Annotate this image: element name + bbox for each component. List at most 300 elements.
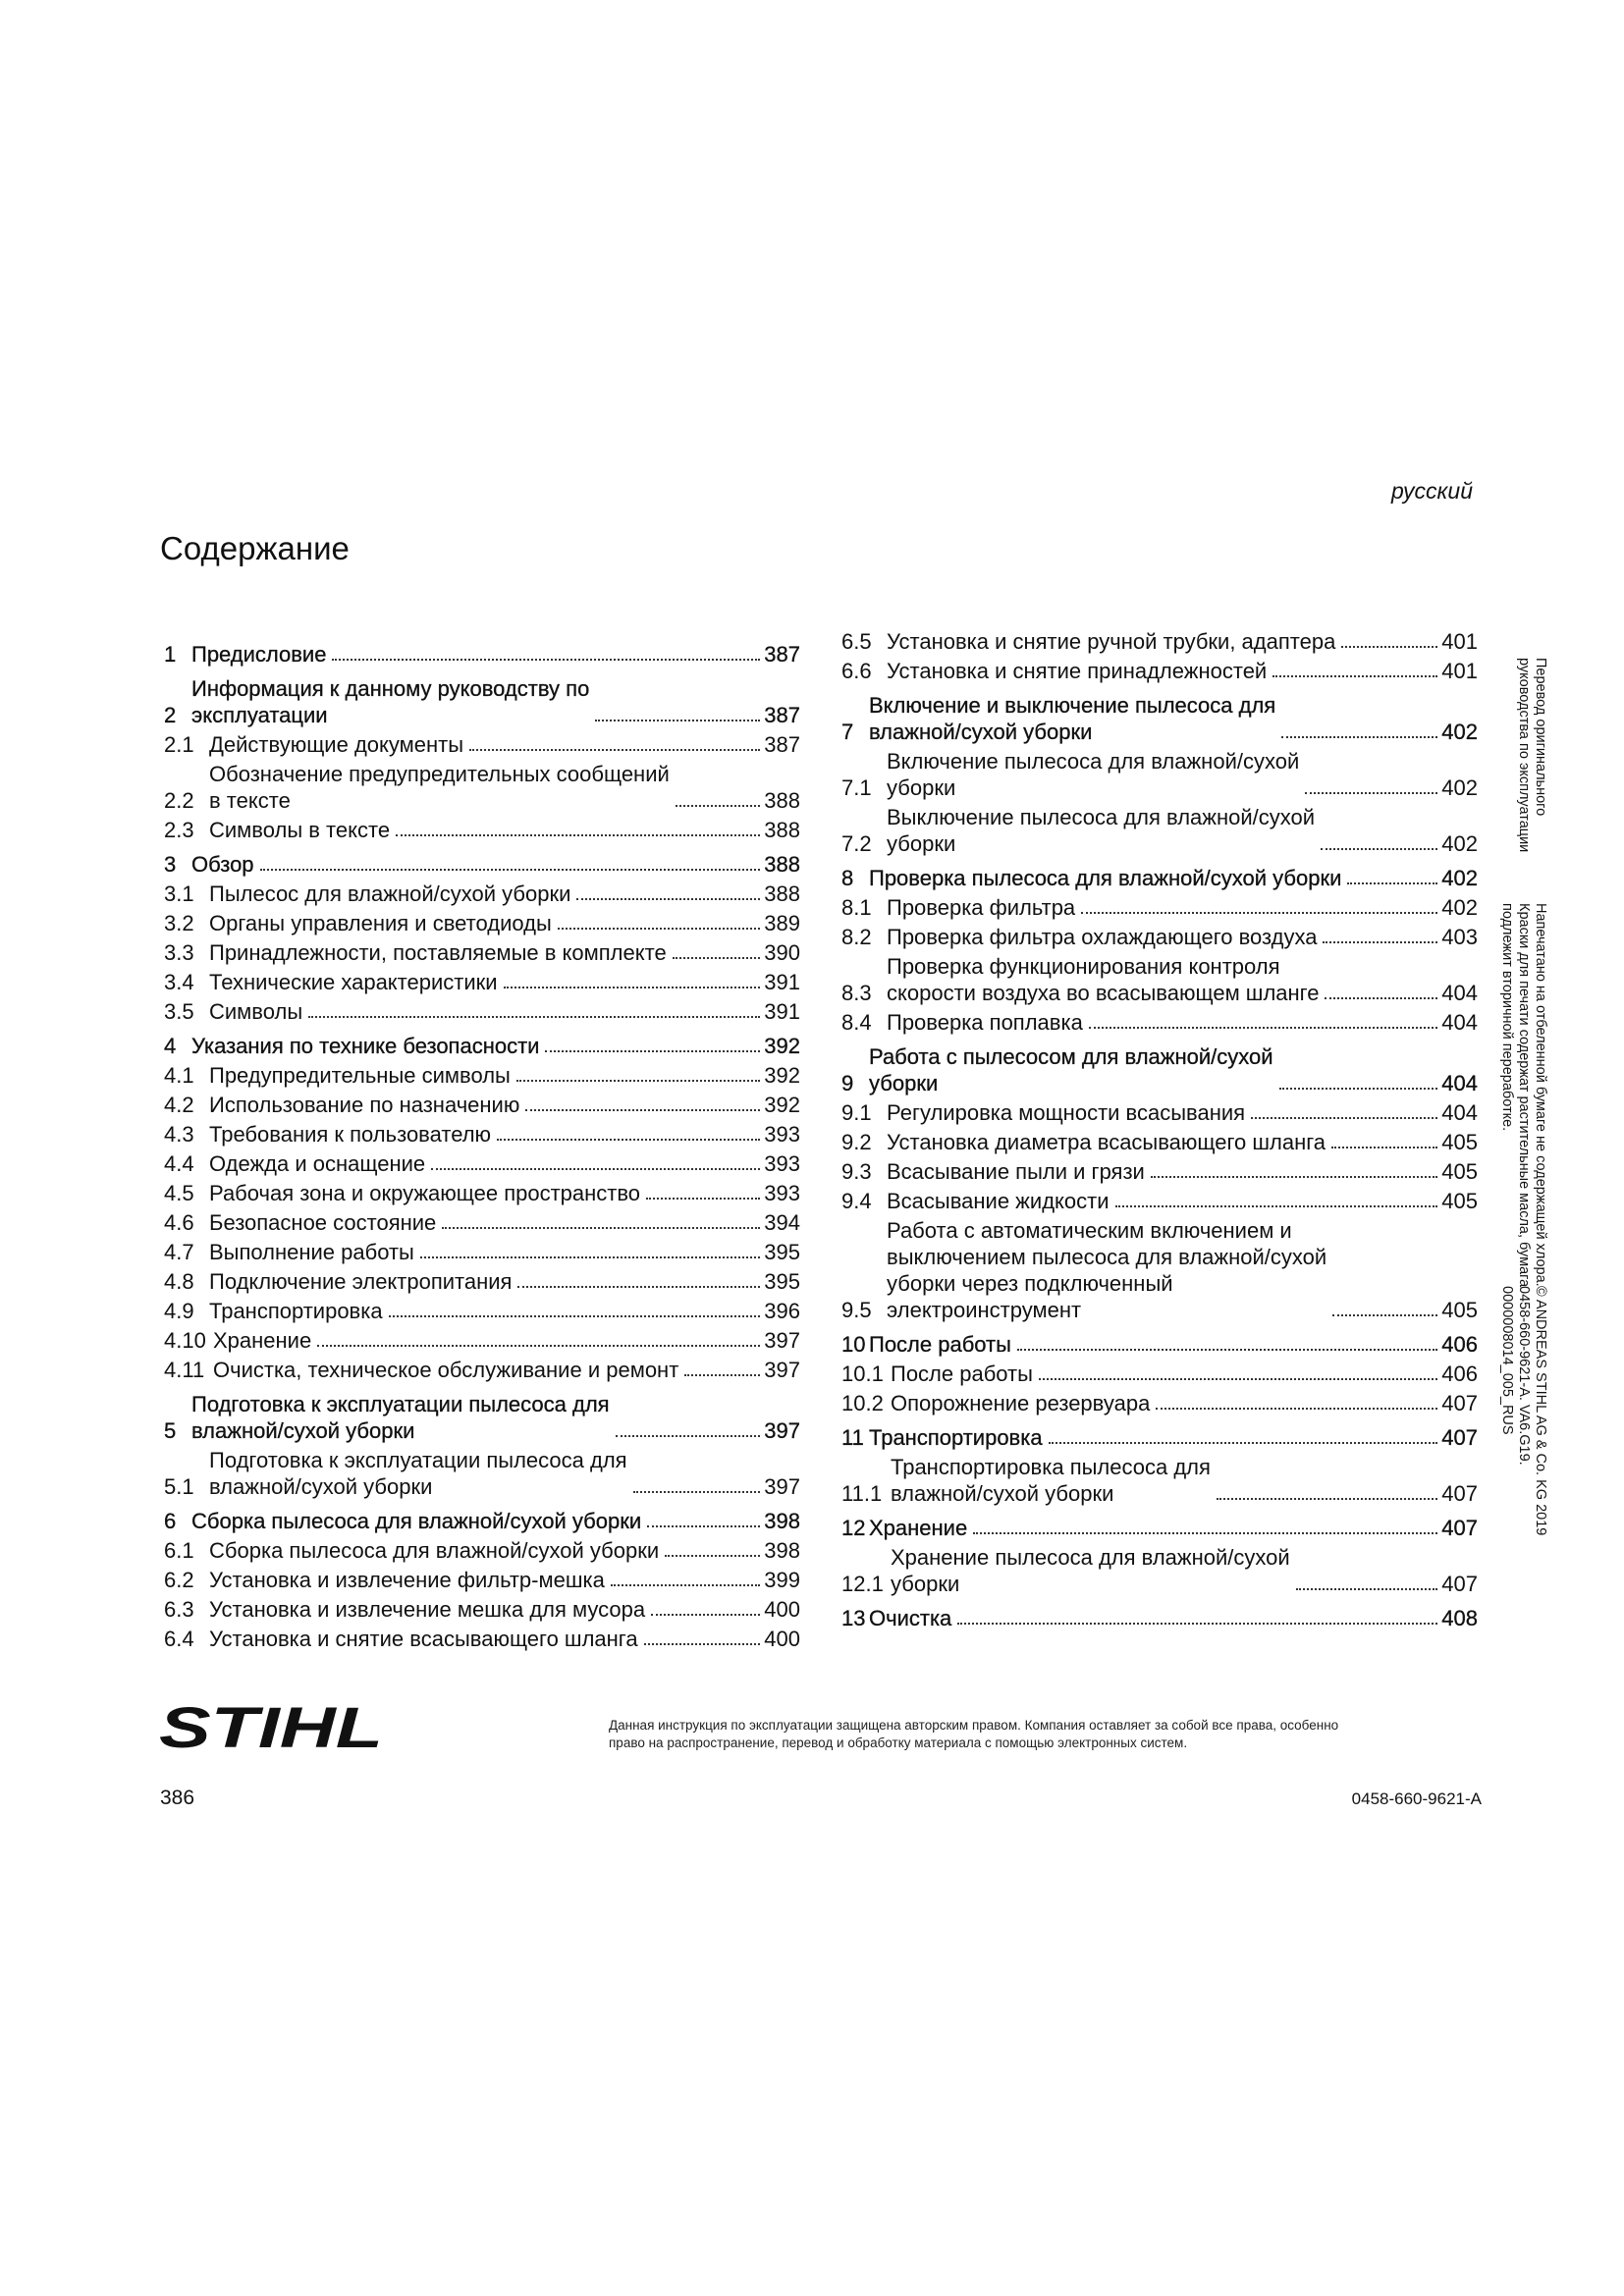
toc-entry-title-line: влажной/сухой уборки bbox=[891, 1481, 1114, 1506]
toc-entry-number: 6.4 bbox=[164, 1627, 194, 1651]
toc-entry-title-line: Установка и снятие ручной трубки, адаптера bbox=[887, 629, 1336, 654]
toc-entry-title bbox=[209, 1150, 425, 1177]
toc-leader-dots bbox=[665, 1555, 760, 1557]
toc-entry-page: 407 bbox=[1441, 1425, 1478, 1450]
toc-entry bbox=[841, 628, 1478, 655]
toc-entry bbox=[164, 675, 800, 728]
toc-entry bbox=[164, 641, 800, 667]
toc-entry-page: 404 bbox=[1441, 981, 1478, 1005]
toc-entry-title bbox=[887, 1217, 1326, 1323]
toc-leader-dots bbox=[1325, 997, 1437, 999]
toc-leader-dots bbox=[616, 1435, 761, 1437]
toc-entry bbox=[841, 1605, 1478, 1631]
toc-entry-number: 6.6 bbox=[841, 659, 872, 683]
toc-entry-title-line: Выполнение работы bbox=[209, 1240, 414, 1264]
toc-entry-page: 392 bbox=[764, 1034, 800, 1058]
toc-entry-title-line: Хранение bbox=[213, 1328, 312, 1353]
toc-entry-page: 387 bbox=[764, 703, 800, 727]
toc-entry-title bbox=[887, 1188, 1110, 1214]
toc-entry-title-line: Предупредительные символы bbox=[209, 1063, 511, 1088]
toc-entry-page: 393 bbox=[764, 1151, 800, 1176]
toc-entry-title-line: Работа с пылесосом для влажной/сухой bbox=[869, 1044, 1273, 1069]
toc-entry bbox=[841, 1009, 1478, 1036]
toc-entry bbox=[841, 1424, 1478, 1451]
toc-entry bbox=[164, 881, 800, 907]
toc-entry bbox=[164, 817, 800, 843]
toc-leader-dots bbox=[1279, 1088, 1438, 1090]
toc-entry-title-line: После работы bbox=[891, 1362, 1033, 1386]
toc-entry bbox=[841, 1043, 1478, 1096]
toc-entry-number: 11.1 bbox=[841, 1481, 883, 1506]
toc-entry-title bbox=[209, 1447, 627, 1500]
toc-entry bbox=[164, 1596, 800, 1623]
toc-entry-title bbox=[209, 910, 552, 936]
toc-entry-title bbox=[209, 1062, 511, 1089]
toc-entry-title-line: Проверка пылесоса для влажной/сухой уборки bbox=[869, 866, 1342, 890]
toc-entry-number: 2.1 bbox=[164, 732, 194, 757]
toc-entry-title-line: Информация к данному руководству по bbox=[191, 676, 590, 701]
toc-leader-dots bbox=[516, 1080, 760, 1082]
toc-entry-number: 6 bbox=[164, 1509, 177, 1533]
toc-entry-page: 402 bbox=[1441, 775, 1478, 800]
toc-entry-title-line: Установка диаметра всасывающего шланга bbox=[887, 1130, 1326, 1154]
toc-leader-dots bbox=[1341, 646, 1437, 648]
toc-entry-page: 395 bbox=[764, 1269, 800, 1294]
toc-entry-title-line: Предисловие bbox=[191, 642, 327, 667]
toc-leader-dots bbox=[1081, 912, 1437, 914]
toc-entry-number: 4.5 bbox=[164, 1181, 194, 1205]
toc-entry-number: 9.5 bbox=[841, 1298, 872, 1322]
toc-entry-page: 388 bbox=[764, 818, 800, 842]
toc-entry-page: 399 bbox=[764, 1568, 800, 1592]
toc-leader-dots bbox=[517, 1286, 760, 1288]
toc-entry bbox=[164, 761, 800, 814]
toc-leader-dots bbox=[332, 659, 760, 661]
toc-entry-page: 400 bbox=[764, 1627, 800, 1651]
toc-entry-number: 9.2 bbox=[841, 1130, 872, 1154]
toc-entry-title-line: Символы в тексте bbox=[209, 818, 391, 842]
toc-entry bbox=[164, 1033, 800, 1059]
toc-entry-number: 8.4 bbox=[841, 1010, 872, 1035]
toc-leader-dots bbox=[1251, 1117, 1437, 1119]
toc-entry-number: 8 bbox=[841, 866, 854, 890]
toc-entry bbox=[164, 1180, 800, 1206]
toc-entry-title-line: Подготовка к эксплуатации пылесоса для bbox=[209, 1448, 627, 1472]
toc-entry-page: 405 bbox=[1441, 1189, 1478, 1213]
toc-leader-dots bbox=[644, 1643, 761, 1645]
toc-entry bbox=[164, 1121, 800, 1148]
toc-entry-page: 393 bbox=[764, 1122, 800, 1147]
toc-entry-title bbox=[209, 731, 463, 758]
toc-entry-number: 3.3 bbox=[164, 940, 194, 965]
toc-entry-title-line: Обзор bbox=[191, 852, 254, 877]
toc-entry-number: 7 bbox=[841, 720, 854, 744]
toc-entry-title bbox=[209, 1596, 645, 1623]
toc-entry-page: 395 bbox=[764, 1240, 800, 1264]
language-label: русский bbox=[1391, 478, 1473, 504]
side-note-line: подлежит вторичной переработке. bbox=[1499, 903, 1515, 1132]
toc-entry bbox=[841, 1454, 1478, 1507]
toc-leader-dots bbox=[504, 987, 761, 988]
toc-leader-dots bbox=[676, 805, 761, 807]
toc-entry-page: 404 bbox=[1441, 1100, 1478, 1125]
copyright-notice bbox=[609, 1717, 1338, 1752]
toc-entry-number: 3 bbox=[164, 852, 177, 877]
toc-entry bbox=[841, 1361, 1478, 1387]
toc-entry-title-line: Опорожнение резервуара bbox=[891, 1391, 1151, 1415]
toc-entry-title bbox=[887, 1009, 1083, 1036]
side-note-line: © ANDREAS STIHL AG & Co. KG 2019 bbox=[1533, 1286, 1548, 1536]
toc-entry bbox=[841, 894, 1478, 921]
toc-leader-dots bbox=[497, 1139, 760, 1141]
side-notes bbox=[1489, 658, 1548, 1536]
toc-leader-dots bbox=[442, 1227, 760, 1229]
toc-entry-title-line: уборки bbox=[891, 1572, 960, 1596]
toc-entry-title bbox=[887, 658, 1267, 684]
toc-entry-page: 398 bbox=[764, 1538, 800, 1563]
toc-leader-dots bbox=[1217, 1498, 1437, 1500]
toc-entry-title-line: Включение пылесоса для влажной/сухой bbox=[887, 749, 1300, 774]
toc-entry bbox=[164, 851, 800, 878]
toc-entry-page: 397 bbox=[764, 1358, 800, 1382]
side-note-paper bbox=[1498, 903, 1548, 1287]
toc-entry-page: 402 bbox=[1441, 720, 1478, 744]
toc-entry-title-line: Подключение электропитания bbox=[209, 1269, 513, 1294]
toc-entry-title-line: эксплуатации bbox=[191, 703, 328, 727]
toc-entry-number: 8.2 bbox=[841, 925, 872, 949]
toc-entry-page: 398 bbox=[764, 1509, 800, 1533]
toc-entry bbox=[164, 1626, 800, 1652]
toc-entry-number: 3.4 bbox=[164, 970, 194, 994]
toc-entry-number: 2.3 bbox=[164, 818, 194, 842]
toc-leader-dots bbox=[396, 834, 760, 836]
toc-entry-page: 388 bbox=[764, 852, 800, 877]
toc-entry-title bbox=[887, 894, 1075, 921]
toc-entry-number: 10.2 bbox=[841, 1391, 884, 1415]
toc-entry-page: 405 bbox=[1441, 1130, 1478, 1154]
side-note-line: 0458-660-9621-A. VA6.G19. bbox=[1516, 1286, 1532, 1466]
toc-entry bbox=[164, 1209, 800, 1236]
toc-entry-title bbox=[891, 1544, 1290, 1597]
toc-entry-title bbox=[887, 953, 1319, 1006]
toc-entry-title bbox=[209, 1298, 383, 1324]
toc-entry bbox=[841, 748, 1478, 801]
toc-entry bbox=[164, 1298, 800, 1324]
toc-entry-number: 4.6 bbox=[164, 1210, 194, 1235]
toc-entry-number: 4.10 bbox=[164, 1328, 206, 1353]
toc-entry-page: 397 bbox=[764, 1328, 800, 1353]
toc-entry-page: 401 bbox=[1441, 659, 1478, 683]
toc-entry-page: 391 bbox=[764, 970, 800, 994]
toc-entry-page: 397 bbox=[764, 1418, 800, 1443]
toc-entry-number: 6.5 bbox=[841, 629, 872, 654]
toc-entry-title-line: Требования к пользователю bbox=[209, 1122, 492, 1147]
toc-entry-title bbox=[191, 675, 589, 728]
toc-entry-page: 389 bbox=[764, 911, 800, 935]
toc-entry-title bbox=[891, 1454, 1211, 1507]
toc-entry-page: 403 bbox=[1441, 925, 1478, 949]
toc-entry-title bbox=[887, 1099, 1245, 1126]
side-note-line: Напечатано на отбеленной бумаге не содержащей хлора. bbox=[1533, 903, 1548, 1287]
side-note-line: руководства по эксплуатации bbox=[1516, 658, 1532, 853]
toc-entry-title-line: Установка и снятие принадлежностей bbox=[887, 659, 1268, 683]
toc-entry-title bbox=[887, 1129, 1326, 1155]
toc-entry-number: 8.3 bbox=[841, 981, 872, 1005]
toc-entry-page: 402 bbox=[1441, 895, 1478, 920]
toc-entry-number: 4.1 bbox=[164, 1063, 194, 1088]
stihl-logo-image bbox=[157, 1698, 388, 1757]
toc-entry-title bbox=[209, 939, 667, 966]
toc-leader-dots bbox=[1347, 882, 1437, 884]
toc-leader-dots bbox=[545, 1050, 760, 1052]
toc-entry-title-line: влажной/сухой уборки bbox=[869, 720, 1093, 744]
toc-leader-dots bbox=[651, 1614, 760, 1616]
toc-entry-title-line: Обозначение предупредительных сообщений bbox=[209, 762, 670, 786]
toc-entry-title bbox=[209, 1121, 491, 1148]
toc-leader-dots bbox=[1089, 1027, 1437, 1029]
toc-entry-title-line: Технические характеристики bbox=[209, 970, 498, 994]
toc-right-column bbox=[841, 628, 1478, 1631]
toc-entry-number: 13 bbox=[841, 1606, 866, 1630]
toc-entry-number: 1 bbox=[164, 642, 177, 667]
toc-entry-page: 401 bbox=[1441, 629, 1478, 654]
toc-entry-title bbox=[209, 1239, 414, 1265]
toc-leader-dots bbox=[646, 1198, 760, 1200]
toc-leader-dots bbox=[1017, 1349, 1437, 1351]
toc-entry bbox=[841, 865, 1478, 891]
toc-entry-title-line: Проверка поплавка bbox=[887, 1010, 1083, 1035]
toc-leader-dots bbox=[525, 1109, 760, 1111]
toc-entry-page: 388 bbox=[764, 788, 800, 813]
toc-entry bbox=[841, 658, 1478, 684]
toc-entry-title-line: Выключение пылесоса для влажной/сухой bbox=[887, 805, 1316, 829]
toc-entry-title bbox=[209, 969, 498, 995]
toc-entry-page: 393 bbox=[764, 1181, 800, 1205]
toc-entry-number: 5.1 bbox=[164, 1474, 194, 1499]
toc-entry-title-line: электроинструмент bbox=[887, 1298, 1082, 1322]
toc-entry-title-line: Безопасное состояние bbox=[209, 1210, 437, 1235]
toc-entry bbox=[841, 804, 1478, 857]
toc-entry bbox=[164, 969, 800, 995]
copyright-line: право на распространение, перевод и обработку материала с помощью электронных систем. bbox=[609, 1735, 1188, 1750]
toc-entry-title bbox=[209, 998, 302, 1025]
toc-leader-dots bbox=[576, 898, 760, 900]
toc-leader-dots bbox=[633, 1491, 761, 1493]
toc-entry-page: 392 bbox=[764, 1093, 800, 1117]
toc-entry-page: 397 bbox=[764, 1474, 800, 1499]
toc-entry bbox=[164, 998, 800, 1025]
toc-entry bbox=[841, 1129, 1478, 1155]
toc-entry bbox=[164, 1567, 800, 1593]
toc-leader-dots bbox=[558, 928, 761, 930]
toc-entry bbox=[164, 1239, 800, 1265]
toc-leader-dots bbox=[431, 1168, 760, 1170]
toc-entry-title bbox=[191, 1033, 539, 1059]
side-note-line: 0000008014_005_RUS bbox=[1499, 1286, 1515, 1435]
toc-entry-page: 388 bbox=[764, 881, 800, 906]
toc-entry-page: 407 bbox=[1441, 1481, 1478, 1506]
toc-entry bbox=[841, 953, 1478, 1006]
toc-entry-title bbox=[209, 1567, 605, 1593]
toc-entry bbox=[164, 1327, 800, 1354]
toc-leader-dots bbox=[611, 1584, 760, 1586]
toc-entry-number: 10.1 bbox=[841, 1362, 884, 1386]
toc-entry-title-line: Рабочая зона и окружающее пространство bbox=[209, 1181, 641, 1205]
toc-entry-page: 400 bbox=[764, 1597, 800, 1622]
toc-entry bbox=[164, 1447, 800, 1500]
toc-entry-title-line: Установка и снятие всасывающего шланга bbox=[209, 1627, 638, 1651]
toc-leader-dots bbox=[1115, 1205, 1438, 1207]
toc-entry-title-line: Транспортировка bbox=[209, 1299, 383, 1323]
side-note-line: Краски для печати содержат растительные масла, бумага bbox=[1516, 903, 1532, 1288]
toc-entry-title-line: Подготовка к эксплуатации пылесоса для bbox=[191, 1392, 610, 1416]
toc-entry-title bbox=[213, 1357, 678, 1383]
toc-leader-dots bbox=[420, 1256, 760, 1258]
toc-entry-title bbox=[213, 1327, 311, 1354]
toc-entry-page: 387 bbox=[764, 642, 800, 667]
toc-leader-dots bbox=[469, 749, 760, 751]
toc-entry-title bbox=[209, 1092, 519, 1118]
toc-entry-title bbox=[209, 1537, 659, 1564]
toc-entry-number: 6.3 bbox=[164, 1597, 194, 1622]
toc-entry-page: 407 bbox=[1441, 1572, 1478, 1596]
toc-entry-number: 2 bbox=[164, 703, 177, 727]
toc-entry-number: 5 bbox=[164, 1418, 177, 1443]
toc-entry-title bbox=[191, 1391, 610, 1444]
toc-entry-page: 408 bbox=[1441, 1606, 1478, 1630]
toc-leader-dots bbox=[1331, 1147, 1437, 1148]
toc-leader-dots bbox=[1323, 941, 1437, 943]
toc-entry-number: 3.5 bbox=[164, 999, 194, 1024]
toc-leader-dots bbox=[684, 1374, 760, 1376]
toc-entry-title-line: Символы bbox=[209, 999, 303, 1024]
toc-entry-title-line: уборки bbox=[869, 1071, 939, 1095]
toc-leader-dots bbox=[1305, 792, 1437, 794]
toc-leader-dots bbox=[389, 1315, 761, 1317]
toc-entry-title-line: Работа с автоматическим включением и bbox=[887, 1218, 1292, 1243]
toc-entry-title bbox=[887, 1158, 1145, 1185]
toc-entry-page: 390 bbox=[764, 940, 800, 965]
toc-entry-title-line: Пылесос для влажной/сухой уборки bbox=[209, 881, 571, 906]
toc-entry bbox=[164, 1268, 800, 1295]
toc-entry-number: 4.2 bbox=[164, 1093, 194, 1117]
toc-entry-page: 407 bbox=[1441, 1516, 1478, 1540]
toc-entry bbox=[164, 910, 800, 936]
toc-entry-title bbox=[891, 1361, 1033, 1387]
toc-leader-dots bbox=[595, 720, 760, 721]
toc-leader-dots bbox=[1151, 1176, 1437, 1178]
toc-entry-title-line: Действующие документы bbox=[209, 732, 464, 757]
toc-entry-page: 391 bbox=[764, 999, 800, 1024]
toc-entry bbox=[841, 1515, 1478, 1541]
toc-entry-number: 8.1 bbox=[841, 895, 872, 920]
toc-entry-title-line: Указания по технике безопасности bbox=[191, 1034, 540, 1058]
toc-entry-title bbox=[869, 1331, 1011, 1358]
toc-entry-title bbox=[209, 761, 670, 814]
toc-entry-number: 6.1 bbox=[164, 1538, 194, 1563]
toc-entry-title-line: Использование по назначению bbox=[209, 1093, 520, 1117]
toc-entry-title bbox=[209, 1180, 640, 1206]
toc-entry-title bbox=[869, 865, 1341, 891]
toc-entry-number: 7.2 bbox=[841, 831, 872, 856]
toc-entry bbox=[841, 1188, 1478, 1214]
side-note-translation bbox=[1515, 658, 1548, 852]
toc-entry-number: 9.3 bbox=[841, 1159, 872, 1184]
toc-entry bbox=[841, 1544, 1478, 1597]
toc-entry-title-line: Проверка функционирования контроля bbox=[887, 954, 1280, 979]
toc-leader-dots bbox=[1049, 1442, 1438, 1444]
toc-entry-page: 404 bbox=[1441, 1010, 1478, 1035]
toc-entry-title-line: уборки через подключенный bbox=[887, 1271, 1173, 1296]
copyright-line: Данная инструкция по эксплуатации защищена авторским правом. Компания оставляет за собой все права, особенно bbox=[609, 1718, 1339, 1733]
toc-leader-dots bbox=[647, 1525, 760, 1527]
toc-entry-number: 7.1 bbox=[841, 775, 872, 800]
page-number: 386 bbox=[160, 1787, 195, 1809]
toc-entry-title bbox=[191, 641, 326, 667]
toc-leader-dots bbox=[308, 1016, 760, 1018]
toc-entry-title bbox=[887, 804, 1315, 857]
toc-entry-title bbox=[191, 1508, 641, 1534]
toc-entry-number: 4 bbox=[164, 1034, 177, 1058]
toc-entry bbox=[164, 1537, 800, 1564]
toc-entry-number: 3.2 bbox=[164, 911, 194, 935]
toc-entry-page: 396 bbox=[764, 1299, 800, 1323]
toc-entry bbox=[841, 1158, 1478, 1185]
toc-entry-number: 12.1 bbox=[841, 1572, 884, 1596]
toc-entry-title-line: влажной/сухой уборки bbox=[209, 1474, 433, 1499]
toc-entry-title-line: Сборка пылесоса для влажной/сухой уборки bbox=[209, 1538, 660, 1563]
toc-entry-page: 406 bbox=[1441, 1332, 1478, 1357]
toc-entry-title-line: Регулировка мощности всасывания bbox=[887, 1100, 1246, 1125]
toc-entry-title-line: Всасывание пыли и грязи bbox=[887, 1159, 1145, 1184]
toc-entry bbox=[164, 1062, 800, 1089]
toc-entry-page: 402 bbox=[1441, 831, 1478, 856]
side-note-line: Перевод оригинального bbox=[1533, 658, 1548, 817]
toc-entry-number: 9.4 bbox=[841, 1189, 872, 1213]
toc-entry-title bbox=[191, 851, 254, 878]
toc-entry-title-line: Установка и извлечение фильтр-мешка bbox=[209, 1568, 605, 1592]
toc-entry-title-line: Включение и выключение пылесоса для bbox=[869, 693, 1276, 718]
toc-leader-dots bbox=[1272, 675, 1437, 677]
toc-entry bbox=[841, 924, 1478, 950]
toc-entry-title-line: Всасывание жидкости bbox=[887, 1189, 1110, 1213]
toc-entry-page: 392 bbox=[764, 1063, 800, 1088]
toc-leader-dots bbox=[673, 957, 761, 959]
toc-entry-title bbox=[209, 1626, 638, 1652]
toc-leader-dots bbox=[1296, 1588, 1438, 1590]
toc-entry-title-line: выключением пылесоса для влажной/сухой bbox=[887, 1245, 1327, 1269]
toc-entry bbox=[164, 1150, 800, 1177]
toc-entry bbox=[164, 1508, 800, 1534]
page-title: Содержание bbox=[160, 530, 350, 566]
toc-entry-title-line: Хранение bbox=[869, 1516, 968, 1540]
toc-entry-title bbox=[869, 1515, 967, 1541]
toc-entry bbox=[841, 1217, 1478, 1323]
toc-entry-number: 4.7 bbox=[164, 1240, 194, 1264]
toc-entry-title bbox=[869, 1043, 1273, 1096]
toc-entry-title bbox=[209, 1268, 512, 1295]
toc-entry-number: 4.4 bbox=[164, 1151, 194, 1176]
toc-entry-title-line: Проверка фильтра bbox=[887, 895, 1076, 920]
toc-entry-title-line: Установка и извлечение мешка для мусора bbox=[209, 1597, 646, 1622]
toc-entry-title-line: После работы bbox=[869, 1332, 1011, 1357]
toc-entry-title-line: Очистка, техническое обслуживание и ремонт bbox=[213, 1358, 679, 1382]
toc-entry-title bbox=[887, 924, 1317, 950]
toc-entry-page: 406 bbox=[1441, 1362, 1478, 1386]
toc-entry-number: 3.1 bbox=[164, 881, 194, 906]
toc-entry-title bbox=[209, 817, 390, 843]
toc-entry-title bbox=[869, 1605, 951, 1631]
